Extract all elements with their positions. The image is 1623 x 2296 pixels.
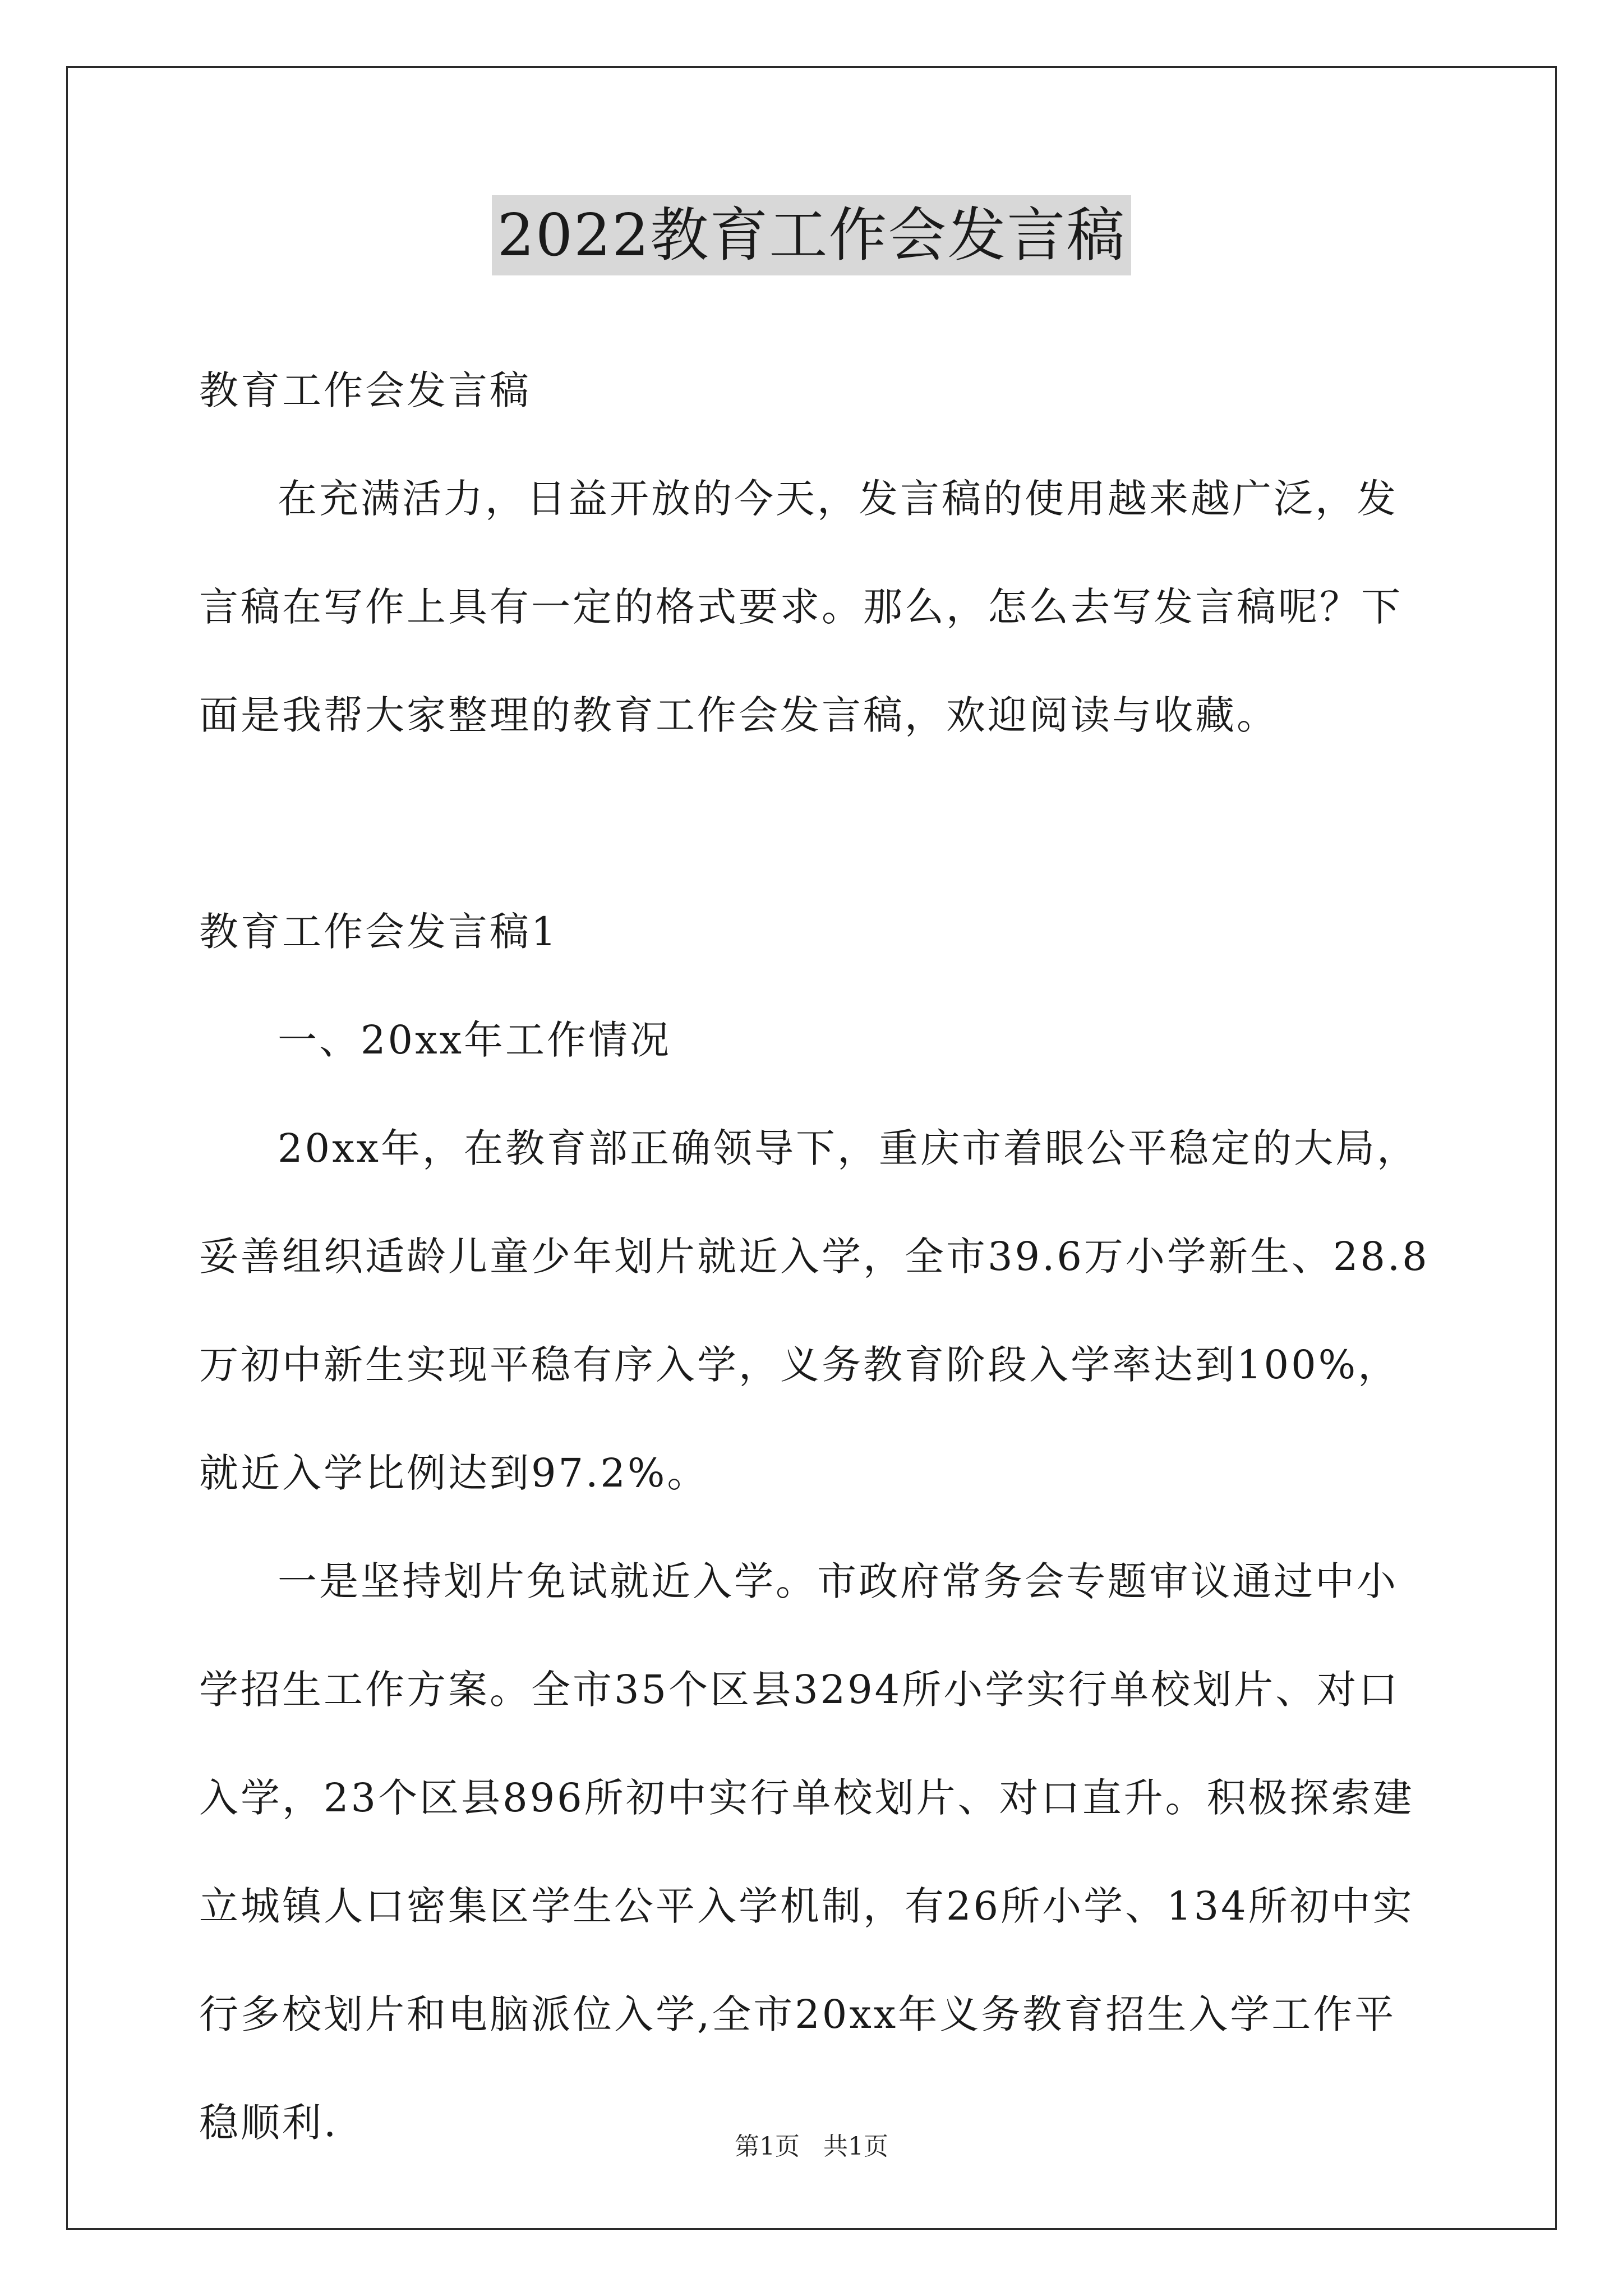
document-body: [199, 337, 1433, 2177]
document-title: 2022教育工作会发言稿: [492, 195, 1132, 275]
blank-line: [199, 770, 1433, 878]
section-title: 教育工作会发言稿1: [199, 909, 559, 955]
page-footer: 第1页 共1页: [735, 2132, 888, 2161]
body-paragraph-1: 20xx年，在教育部正确领导下，重庆市着眼公平稳定的大局，妥善组织适龄儿童少年划片就近入学，全市39.6万小学新生、28.8万初中新生实现平稳有序入学，义务教育阶段入学率达到100%，就近入学比例达到97.2%。: [199, 1125, 1430, 1496]
section-heading: 一、20xx年工作情况: [278, 1017, 672, 1063]
body-paragraph-2: 一是坚持划片免试就近入学。市政府常务会专题审议通过中小学招生工作方案。全市35个区县3294所小学实行单校划片、对口入学，23个区县896所初中实行单校划片、对口直升。积极探索建立城镇人口密集区学生公平入学机制，有26所小学、134所初中实行多校划片和电脑派位入学,全市20xx年义务教育招生入学工作平稳顺利.: [199, 1558, 1414, 2146]
title-container: [0, 195, 1623, 275]
document-subtitle: 教育工作会发言稿: [199, 367, 531, 413]
intro-paragraph: 在充满活力，日益开放的今天，发言稿的使用越来越广泛，发言稿在写作上具有一定的格式要求。那么，怎么去写发言稿呢？下面是我帮大家整理的教育工作会发言稿，欢迎阅读与收藏。: [199, 476, 1403, 738]
